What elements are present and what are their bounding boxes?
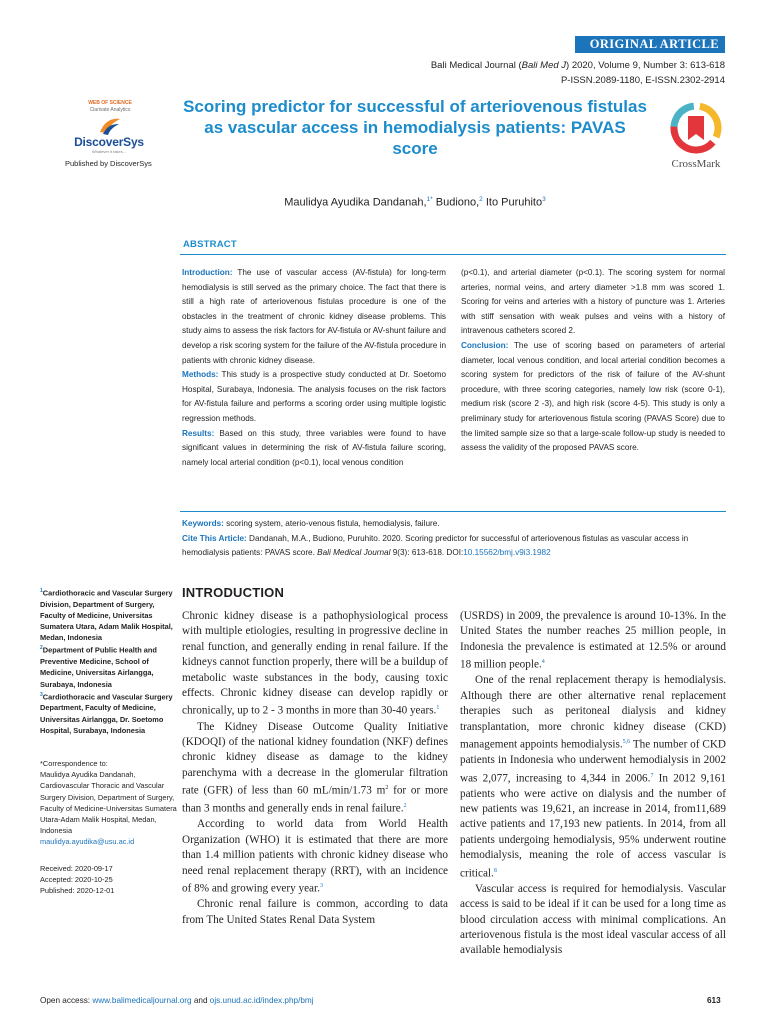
affiliation: $^3$Cardiothoracic and Vascular Surgery Department, Faculty of Medicine, Universitas Airlangga, Dr. Soetomo Hospital, Surabaya, Indonesia bbox=[40, 691, 173, 735]
author-affiliation-ref: 2 bbox=[479, 196, 483, 203]
journal-citation: Bali Medical Journal (Bali Med J) 2020, Volume 9, Number 3: 613-618 bbox=[430, 60, 725, 71]
reference-marker[interactable]: 2 bbox=[403, 803, 407, 810]
discoversys-tagline: Whatever it takes... bbox=[91, 149, 127, 154]
correspondence-email[interactable]: maulidya.ayudika@usu.ac.id bbox=[40, 837, 135, 847]
abstract-results: Results: Based on this study, three variables were found to have significant values in determining the risk of AV-fistula failure scoring, namely local arterial condition (p<0.1), local venous condition bbox=[182, 428, 446, 467]
article-sidebar bbox=[40, 586, 182, 896]
cite-this-article: Cite This Article: Dandanah, M.A., Budiono, Puruhito. 2020. Scoring predictor for successful of arteriovenous fistulas as vascular access in hemodialysis patients: PAVAS score. Bali Medical Journal 9(3): 613-618. DOI:10.15562/bmj.v9i3.1982 bbox=[182, 533, 689, 558]
crossmark-icon bbox=[668, 100, 724, 156]
keywords-and-citation bbox=[182, 517, 727, 561]
author-list bbox=[180, 196, 650, 209]
paragraph: Vascular access is required for hemodialysis. Vascular access is said to be ideal if it can be used for a long time as blood circulation access with minimal complications. An arteriovenous fistula is the most ideal vascular access of all available hemodialysis bbox=[460, 882, 726, 957]
published-by: Published by DiscoverSys bbox=[65, 159, 152, 168]
doi-link[interactable]: 10.15562/bmj.v9i3.1982 bbox=[463, 548, 551, 558]
paragraph: (USRDS) in 2009, the prevalence is around 10-13%. In the United States the number reaches 25 million people, in Indonesia the prevalence is estimated at 12.5% or around 18 million people.$^4$ bbox=[460, 610, 726, 671]
abstract-right-column bbox=[461, 266, 725, 456]
author-affiliation-ref: 1* bbox=[426, 196, 433, 203]
published-date: Published: 2020-12-01 bbox=[40, 886, 115, 896]
abstract-heading: ABSTRACT bbox=[183, 239, 237, 250]
author-name: Budiono, bbox=[432, 196, 480, 209]
discoversys-logo-icon bbox=[97, 116, 123, 136]
author-name: Maulidya Ayudika Dandanah, bbox=[284, 196, 427, 209]
paragraph: Chronic renal failure is common, according to data from The United States Renal Data System bbox=[182, 898, 448, 926]
correspondence-label: *Correspondence to: bbox=[40, 759, 108, 769]
paragraph: Chronic kidney disease is a pathophysiological process with multiple etiologies, resulting in progressive decline in renal function, and generally ending in renal failure. If the kidneys cannot function properly, there will be a buildup of metabolic waste substances in the body, causing toxic effects. Chronic kidney disease can develop rapidly or chronically, up to 2 - 3 months in more than 30-40 years.$^1$ bbox=[182, 610, 448, 718]
correspondence-address: Maulidya Ayudika Dandanah, Cardiovascular Thoracic and Vascular Surgery Division, Department of Surgery, Faculty of Medicine-Universitas Sumatera Utara-Adam Malik Hospital, Medan, Indonesia bbox=[40, 770, 177, 836]
reference-marker[interactable]: 7 bbox=[650, 772, 654, 779]
ojs-link[interactable]: ojs.unud.ac.id/index.php/bmj bbox=[209, 996, 314, 1005]
affiliation: $^1$Cardiothoracic and Vascular Surgery Division, Department of Surgery, Faculty of Medicine, Universitas Sumatera Utara, Adam Malik Hospital, Medan, Indonesia bbox=[40, 588, 173, 643]
abstract-conclusion: Conclusion: The use of scoring based on parameters of arterial diameter, local venous condition, and local arterial condition becomes a scoring system for predictors of the risk of failure of the AV-shunt procedure, with three scoring categories, namely low risk (score 0-1), medium risk (score 2 -3), and high risk (score 4-5). This study is only a preliminary study for arteriovenous fistula scoring (PAVAS Score) due to the limited sample size so that a large-scale follow-up study is needed to assess the validity of the proposed PAVAS score. bbox=[461, 340, 725, 453]
footer: Open access: www.balimedicaljournal.org and ojs.unud.ac.id/index.php/bmj bbox=[40, 996, 314, 1005]
author-affiliation-ref: 3 bbox=[542, 196, 546, 203]
crossmark-badge[interactable] bbox=[666, 100, 722, 176]
abstract-results-continued: (p<0.1), and arterial diameter (p<0.1). The scoring system for normal arteries, normal veins, and artery diameter >1.8 mm was scored 1. Scoring for veins and arteries with a history of puncture was 1. Arteries with stiff sensation with weak pulses and veins with a history of intravenous catheters scored 2. bbox=[461, 268, 725, 336]
reference-marker[interactable]: 1 bbox=[436, 705, 440, 712]
affiliations bbox=[40, 586, 182, 736]
publisher-logos bbox=[55, 100, 165, 178]
received-date: Received: 2020-09-17 bbox=[40, 863, 113, 873]
page-number: 613 bbox=[707, 996, 721, 1005]
paragraph: According to world data from World Health Organization (WHO) it is estimated that there are more than 1.4 million patients with chronic kidney disease who need renal replacement therapy (RRT), with an incidence of 8% and growing every year.$^3$ bbox=[182, 818, 448, 895]
reference-marker[interactable]: 4 bbox=[541, 659, 545, 666]
accepted-date: Accepted: 2020-10-25 bbox=[40, 874, 113, 884]
discoversys-name: DiscoverSys bbox=[74, 135, 144, 149]
reference-marker[interactable]: 3 bbox=[319, 883, 323, 890]
article-type-banner bbox=[575, 36, 725, 53]
abstract-left-column bbox=[182, 266, 446, 470]
keywords: Keywords: scoring system, aterio-venous fistula, hemodialysis, failure. bbox=[182, 519, 440, 528]
abstract-top-rule bbox=[180, 254, 726, 255]
correspondence bbox=[40, 758, 182, 848]
author-name: Ito Puruhito bbox=[482, 196, 543, 209]
reference-marker[interactable]: 5,6 bbox=[622, 738, 631, 745]
introduction-heading: INTRODUCTION bbox=[182, 585, 285, 600]
web-of-science-logo: WEB OF SCIENCE Clarivate Analytics bbox=[88, 100, 132, 113]
abstract-introduction: Introduction: The use of vascular access (AV-fistula) for long-term hemodialysis is still served as the primary choice. The fact that there is still a high rate of arteriovenous fistulas procedure is one of the obstacles in the treatment of chronic kidney disease problems. This study aims to assess the risk factors for AV-fistula or AV-shunt failure and develop a risk scoring system for the failure of the AV-fistula procedure in patients with chronic kidney disease. bbox=[182, 268, 446, 365]
affiliation: $^2$Department of Public Health and Preventive Medicine, School of Medicine, Universitas Airlangga, Surabaya, Indonesia bbox=[40, 645, 157, 689]
abstract-bottom-rule bbox=[180, 511, 726, 512]
journal-website-link[interactable]: www.balimedicaljournal.org bbox=[92, 996, 192, 1005]
body-right-column bbox=[460, 609, 726, 959]
abstract-methods: Methods: This study is a prospective study conducted at Dr. Soetomo Hospital, Surabaya, Indonesia. The analysis focuses on the risk factors for AV-fistula failure and performs a scoring order using multiple logistic regression methods. bbox=[182, 370, 446, 423]
journal-issn: P-ISSN.2089-1180, E-ISSN.2302-2914 bbox=[560, 75, 725, 86]
body-left-column bbox=[182, 609, 448, 928]
reference-marker[interactable]: 8 bbox=[493, 867, 497, 874]
paragraph: The Kidney Disease Outcome Quality Initiative (KDOQI) of the national kidney foundation (NKF) defines chronic kidney disease as damage to the kidney parenchyma with a decrease in the glomerular filtration rate (GFR) of less than 60 mL/min/1.73 $m^2$ for or more than 3 months and generally ends in renal failure.$^2$ bbox=[182, 720, 448, 816]
paragraph: One of the renal replacement therapy is hemodialysis. Although there are other alternative renal replacement therapies such as peritoneal dialysis and kidney transplantation, more chronic kidney disease (CKD) management appoints hemodialysis.$^{5,6}$ The number of CKD patients in Indonesia who underwent hemodialysis in 2002 was 2,077, increasing to 4,344 in 2006.$^7$ In 2012 9,161 patients who were active on dialysis and the number of new patients was 19,621, an increase in 2014, from11,689 active patients and 17,193 new patients. In 2014, from all patients undergoing hemodialysis, 95% underwent routine hemodialysis, meaning the role of access vascular is critical.$^8$ bbox=[460, 674, 726, 880]
crossmark-label: CrossMark bbox=[671, 158, 721, 170]
article-dates bbox=[40, 863, 182, 897]
article-type-label: ORIGINAL ARTICLE bbox=[589, 37, 719, 51]
article-title: Scoring predictor for successful of arteriovenous fistulas as vascular access in hemodialysis patients: PAVAS score bbox=[183, 97, 647, 158]
